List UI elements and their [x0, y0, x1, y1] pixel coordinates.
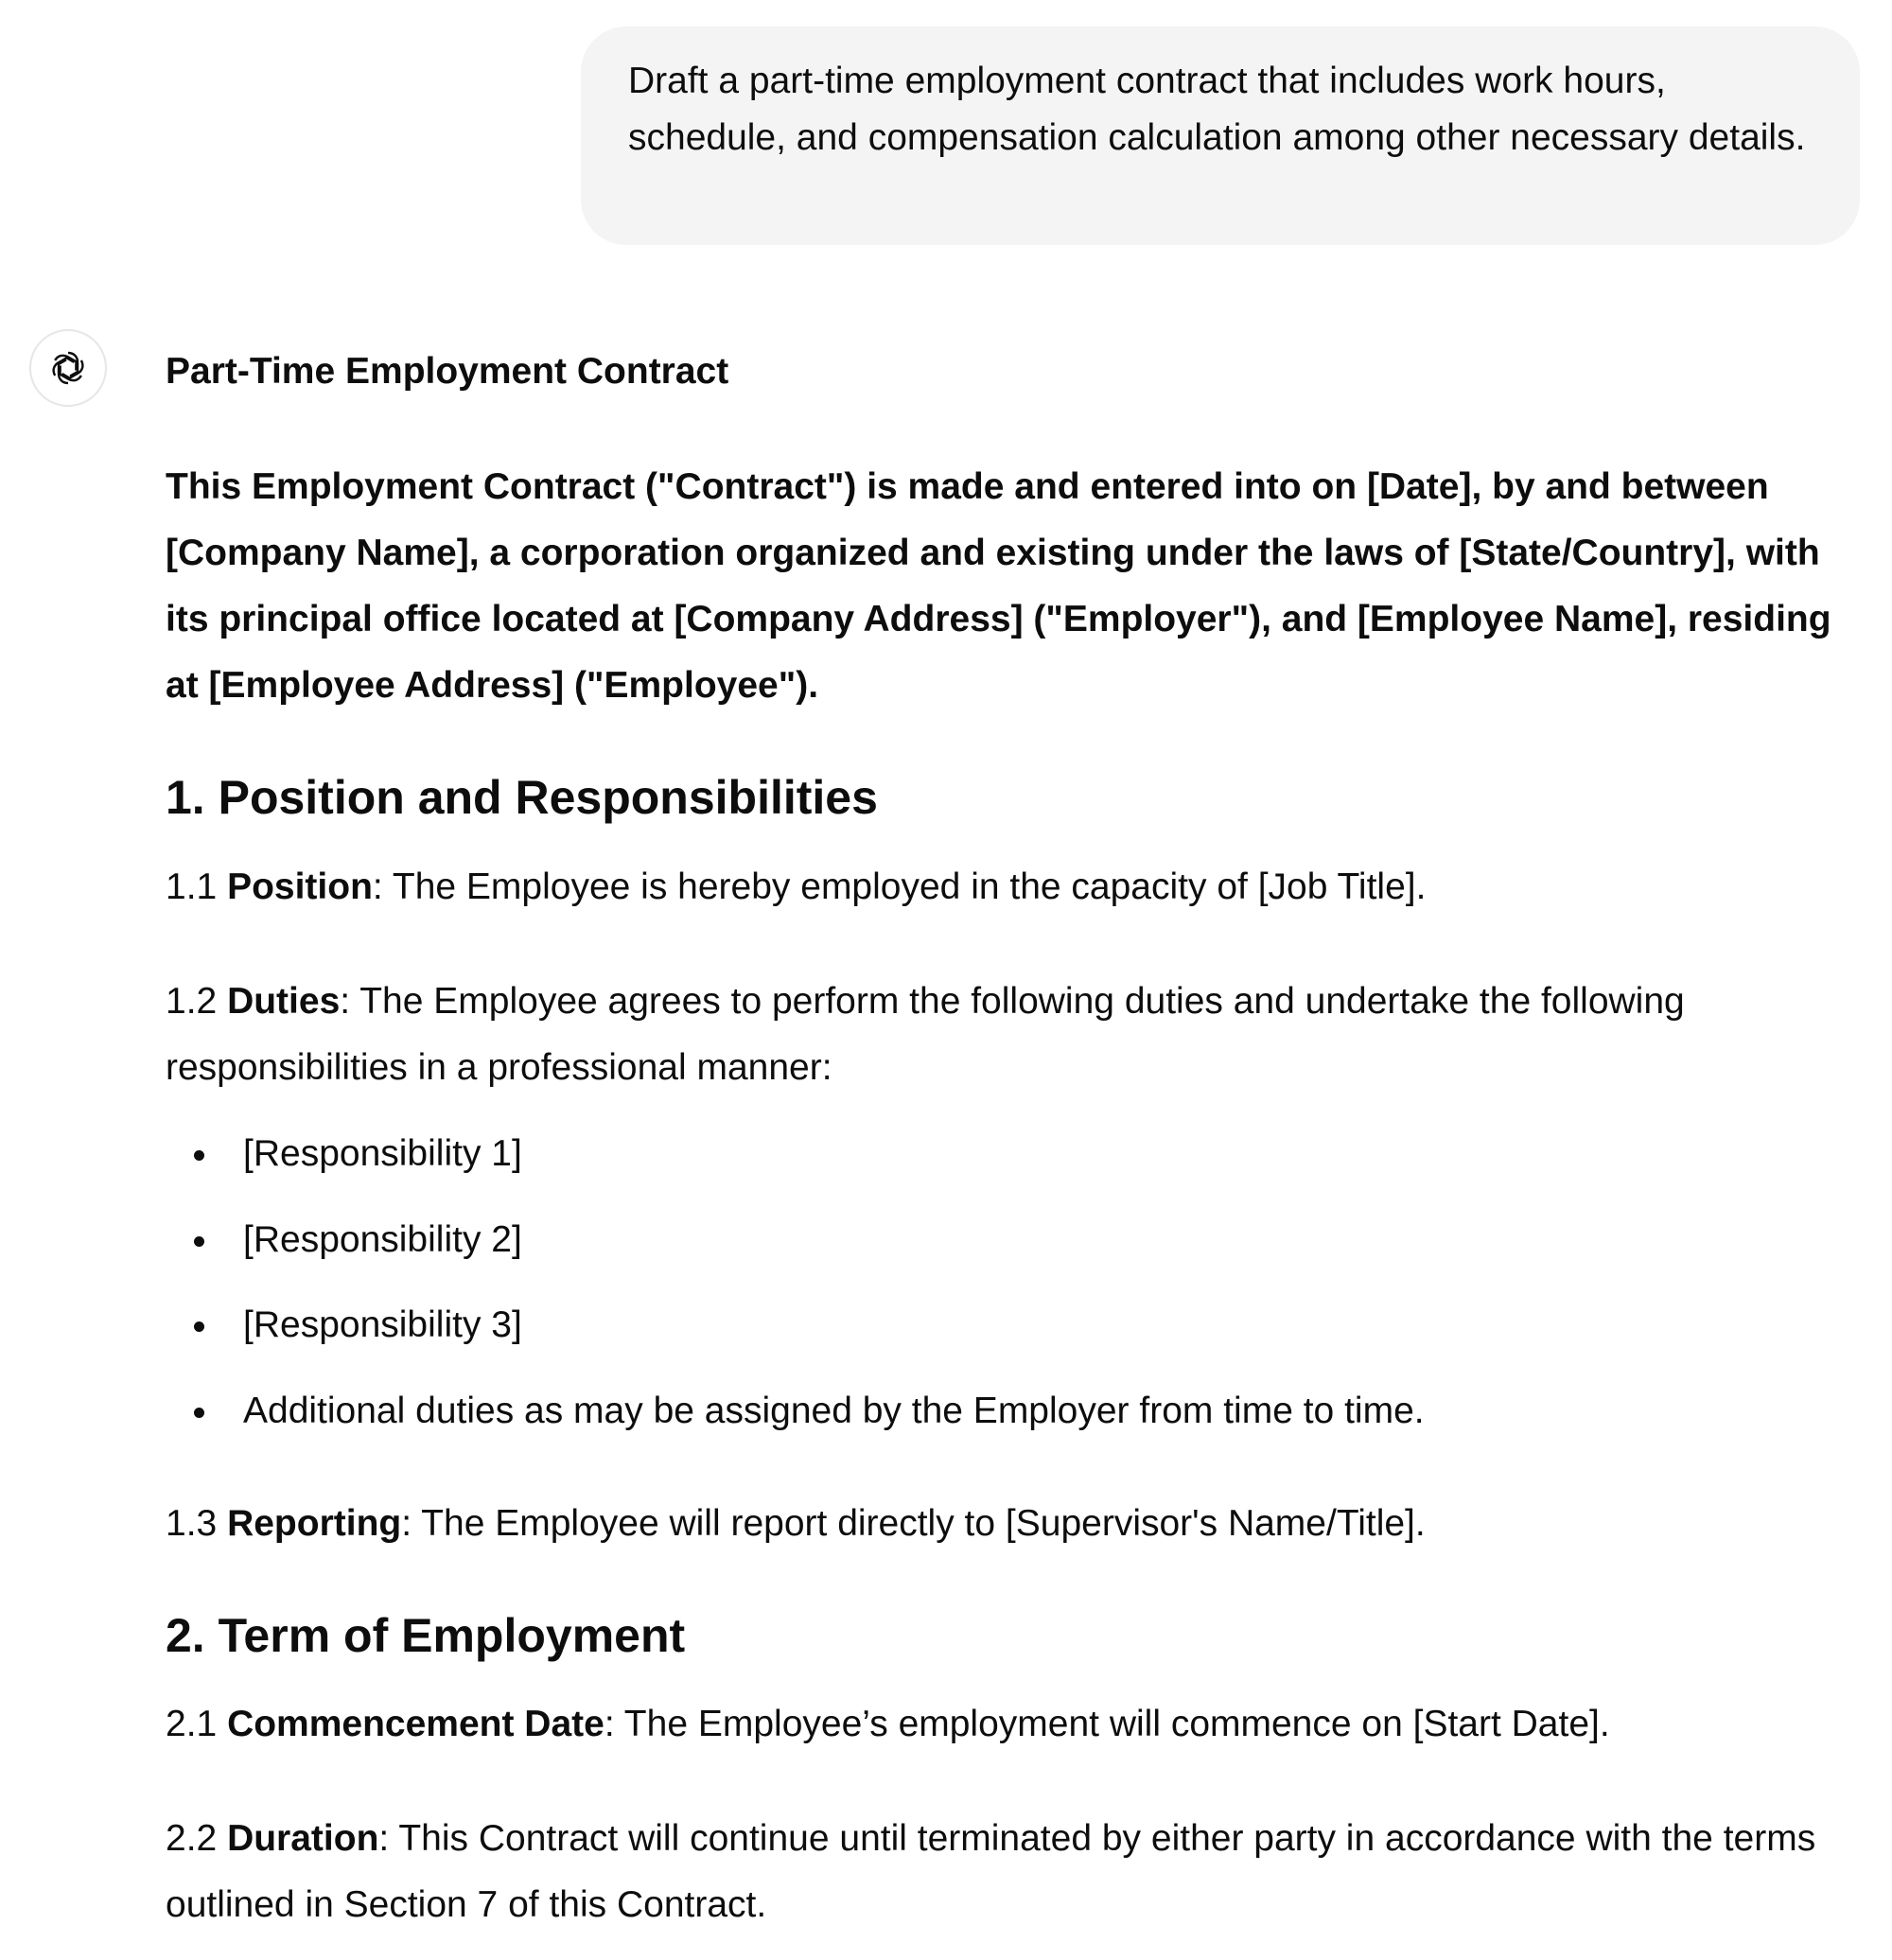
openai-logo-icon — [45, 345, 91, 391]
clause-label: Duration — [227, 1818, 379, 1859]
section-heading: 2. Term of Employment — [166, 1609, 686, 1662]
user-message-bubble — [581, 26, 1860, 245]
clause-label: Reporting — [227, 1503, 402, 1544]
list-item: [Responsibility 1] — [243, 1130, 522, 1178]
clause-2-1 — [166, 1691, 1840, 1758]
clause-label: Position — [227, 866, 373, 907]
clause-text: : The Employee is hereby employed in the capacity of [Job Title]. — [372, 866, 1427, 907]
list-item: Additional duties as may be assigned by the Employer from time to time. — [243, 1388, 1425, 1435]
section-heading: 1. Position and Responsibilities — [166, 771, 878, 824]
list-item: [Responsibility 3] — [243, 1302, 522, 1349]
clause-number: 1.1 — [166, 866, 228, 907]
clause-label: Duties — [227, 981, 341, 1022]
user-message-text: Draft a part-time employment contract that includes work hours, schedule, and compensation calculation among other necessary details. — [628, 61, 1806, 158]
clause-number: 2.1 — [166, 1704, 228, 1744]
clause-1-1 — [166, 854, 1840, 920]
clause-number: 1.3 — [166, 1503, 228, 1544]
contract-intro: This Employment Contract ("Contract") is made and entered into on [Date], by and between [Company Name], a corporation organized and existing under the laws of [State/Country], with its principal office located at [Company Address] ("Employer"), and [Employee Name], residing at [Employee Address] ("Employee"). — [166, 466, 1831, 706]
assistant-avatar — [29, 329, 107, 407]
clause-text: : The Employee’s employment will commence on [Start Date]. — [604, 1704, 1610, 1744]
clause-number: 2.2 — [166, 1818, 228, 1859]
clause-1-3 — [166, 1491, 1840, 1557]
clause-label: Commencement Date — [227, 1704, 604, 1744]
clause-number: 1.2 — [166, 981, 228, 1022]
clause-text: : This Contract will continue until terminated by either party in accordance with the terms outlined in Section 7 of this Contract. — [166, 1818, 1816, 1925]
clause-2-2 — [166, 1806, 1840, 1938]
clause-1-2 — [166, 969, 1840, 1101]
clause-text: : The Employee will report directly to [Supervisor's Name/Title]. — [401, 1503, 1426, 1544]
list-item: [Responsibility 2] — [243, 1216, 522, 1264]
clause-text: : The Employee agrees to perform the following duties and undertake the following responsibilities in a professional manner: — [166, 981, 1685, 1088]
contract-title: Part-Time Employment Contract — [166, 351, 729, 392]
